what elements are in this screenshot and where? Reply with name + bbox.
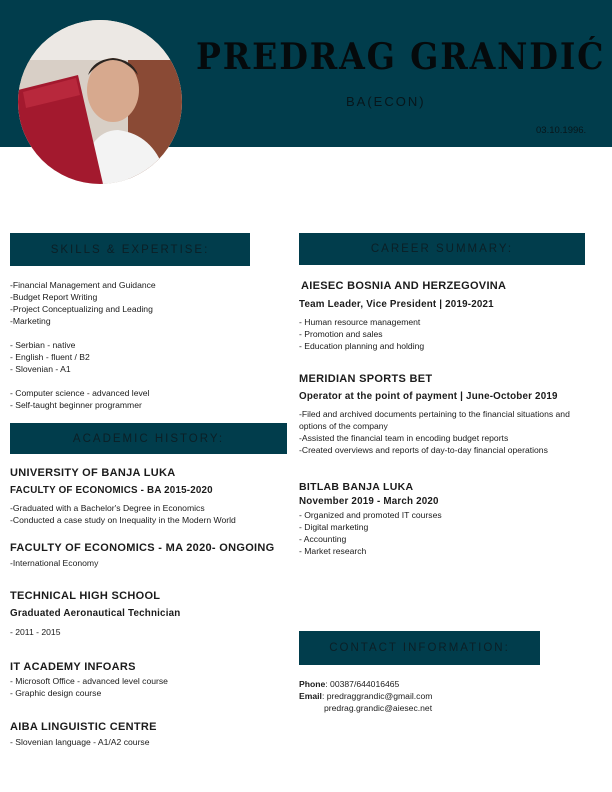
academic-title: TECHNICAL HIGH SCHOOL — [10, 590, 161, 602]
career-subtitle: Team Leader, Vice President | 2019-2021 — [299, 299, 494, 310]
career-line: options of the company — [299, 421, 388, 431]
career-line: -Filed and archived documents pertaining to the financial situations and — [299, 409, 570, 419]
academic-line: - Graphic design course — [10, 688, 102, 698]
academic-title: UNIVERSITY OF BANJA LUKA — [10, 467, 176, 479]
career-line: - Education planning and holding — [299, 341, 425, 351]
career-subtitle: Operator at the point of payment | June-October 2019 — [299, 391, 558, 402]
skill-line: - Computer science - advanced level — [10, 388, 150, 398]
email-value-2: predrag.grandic@aiesec.net — [324, 703, 433, 713]
profile-photo — [18, 20, 182, 184]
phone-value: : 00387/644016465 — [325, 679, 400, 689]
academic-line: - Slovenian language - A1/A2 course — [10, 737, 150, 747]
career-title: MERIDIAN SPORTS BET — [299, 373, 433, 385]
career-line: - Human resource management — [299, 317, 421, 327]
skills-banner: SKILLS & EXPERTISE: — [10, 233, 250, 266]
skill-line: - English - fluent / B2 — [10, 352, 90, 362]
career-subtitle: November 2019 - March 2020 — [299, 496, 439, 507]
academic-subtitle: Graduated Aeronautical Technician — [10, 608, 181, 619]
skill-line: -Financial Management and Guidance — [10, 280, 156, 290]
email-value: : predraggrandic@gmail.com — [321, 691, 433, 701]
career-line: -Assisted the financial team in encoding budget reports — [299, 433, 509, 443]
date-of-birth: 03.10.1996. — [536, 125, 587, 136]
skill-line: - Self-taught beginner programmer — [10, 400, 142, 410]
academic-title: IT ACADEMY INFOARS — [10, 661, 136, 673]
career-title: BITLAB BANJA LUKA — [299, 481, 414, 493]
person-name: PREDRAG GRANDIĆ — [196, 36, 606, 78]
career-line: - Accounting — [299, 534, 347, 544]
career-line: - Digital marketing — [299, 522, 369, 532]
academic-banner: ACADEMIC HISTORY: — [10, 423, 287, 454]
email-line — [299, 690, 432, 702]
contact-banner: CONTACT INFORMATION: — [299, 631, 540, 665]
career-line: - Market research — [299, 546, 367, 556]
career-banner: CAREER SUMMARY: — [299, 233, 585, 265]
academic-subtitle: FACULTY OF ECONOMICS - BA 2015-2020 — [10, 485, 213, 496]
academic-line: -International Economy — [10, 558, 99, 568]
skill-line: - Serbian - native — [10, 340, 76, 350]
academic-title: AIBA LINGUISTIC CENTRE — [10, 721, 157, 733]
career-line: -Created overviews and reports of day-to-day financial operations — [299, 445, 548, 455]
skill-line: - Slovenian - A1 — [10, 364, 71, 374]
career-title: AIESEC BOSNIA AND HERZEGOVINA — [301, 280, 507, 292]
degree: BA(ECON) — [346, 94, 426, 109]
career-line: - Promotion and sales — [299, 329, 383, 339]
skill-line: -Marketing — [10, 316, 51, 326]
skill-line: -Budget Report Writing — [10, 292, 98, 302]
skill-line: -Project Conceptualizing and Leading — [10, 304, 153, 314]
academic-line: - Microsoft Office - advanced level course — [10, 676, 168, 686]
phone-line — [299, 678, 399, 690]
phone-label: Phone — [299, 679, 326, 689]
career-line: - Organized and promoted IT courses — [299, 510, 442, 520]
academic-title: FACULTY OF ECONOMICS - MA 2020- ONGOING — [10, 542, 275, 554]
academic-line: -Graduated with a Bachelor's Degree in Economics — [10, 503, 205, 513]
academic-line: -Conducted a case study on Inequality in the Modern World — [10, 515, 236, 525]
academic-line: - 2011 - 2015 — [10, 627, 61, 637]
email-label: Email — [299, 691, 322, 701]
